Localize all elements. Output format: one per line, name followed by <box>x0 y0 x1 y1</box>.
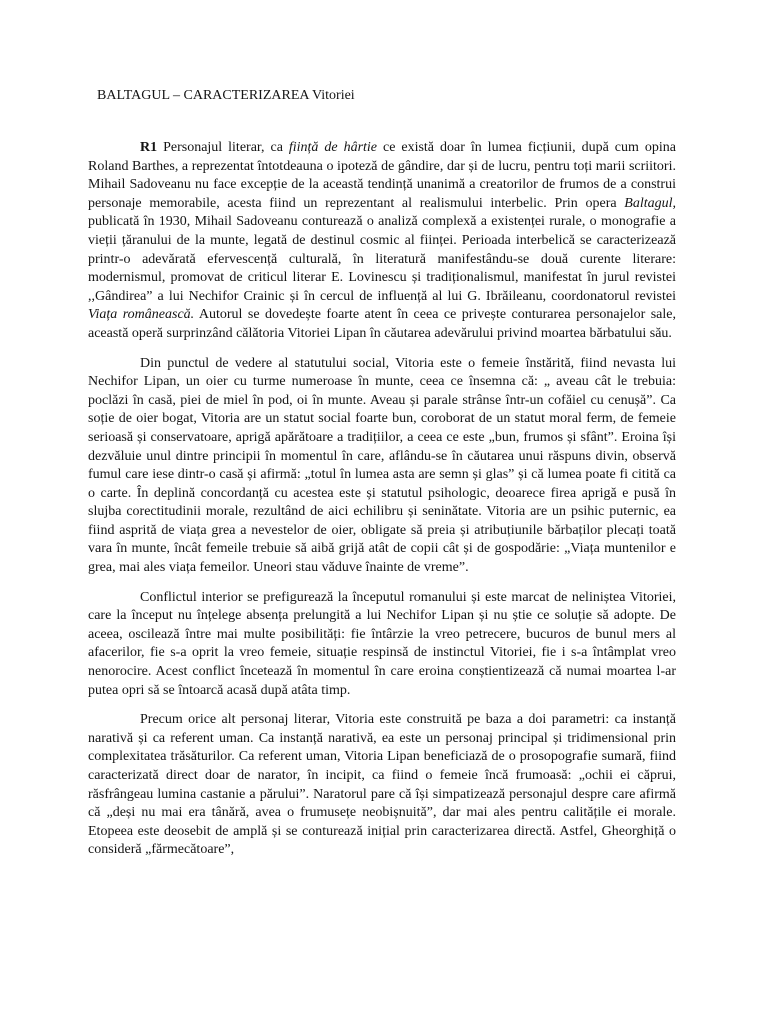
paragraph-text: publicată în 1930, Mihail Sadoveanu conturează o analiză complexă a existenței rurale, o monografie a vieții țăranului de la munte, legată de destinul cosmic al ființei. Perioada interbelică se caracterizează printr-o adevărată efervescență culturală, în literatură manifestându-se două curente literare: modernismul, promovat de criticul literar E. Lovinescu și tradiționalismul, manifestat în jurul revistei ,,Gândirea” a lui Nechifor Crainic și în cercul de influență al lui G. Ibrăileanu, coordonatorul revistei <box>88 214 676 304</box>
italic-phrase: Baltagul, <box>624 195 676 211</box>
italic-phrase: ființă de hârtie <box>288 140 378 155</box>
paragraph-text: Conflictul interior se prefigurează la începutul romanului și este marcat de neliniștea Vitoriei, care la început nu înțelege absența prelungită a lui Nechifor Lipan și nu știe ce soluție să adopte. De aceea, oscilează între mai multe posibilități: fie întârzie la vreo petrecere, bucuros de bunul mers al afacerilor, fie s-a oprit la vreo femeie, situație respinsă de instinctul Vitoriei, fie i s-a întâmplat vreo nenorocire. Acest conflict încetează în momentul în care eroina conștientizează că numai moartea l-ar putea opri să se întoarcă acasă după atâta timp. <box>88 589 676 698</box>
document-title: BALTAGUL – CARACTERIZAREA Vitoriei <box>97 88 355 103</box>
paragraph-text: ce există doar în lumea ficțiunii, după cum opina Roland Barthes, a reprezentat întotdeauna o ipoteză de gândire, dar și de lucru, pentru toți marii scriitori. Mihail Sadoveanu nu face excepție de la această tendință unanimă a creatorilor de frumos de a construi personaje memorabile, acesta fiind un reprezentant al realismului interbelic. Prin opera <box>88 140 676 211</box>
paragraph-text: Autorul se dovedește foarte atent în ceea ce privește conturarea personajelor sale, această operă surprinzând călătoria Vitoriei Lipan în căutarea adevărului privind moartea bărbatului său. <box>88 307 676 341</box>
italic-phrase: Viața românească. <box>88 307 195 323</box>
body-paragraph <box>88 139 676 344</box>
paragraph-text: Din punctul de vedere al statutului social, Vitoria este o femeie înstărită, fiind nevasta lui Nechifor Lipan, un oier cu turme numeroase în munte, ceea ce însemna că: „ aveau cât le trebuia: poclăzi în casă, piei de miel în pod, oi în munte. Aveau și parale strânse într-un cofăiel cu cenușă”. Ca soție de oier bogat, Vitoria are un statut social foarte bun, coroborat de un statut moral ferm, de femeie serioasă și conservatoare, aprigă apărătoare a tradițiilor, a ceea ce este „bun, frumos și sfânt”. Eroina își dezvăluie unul dintre principii în momentul în care, aflându-se în căutarea unui răspuns divin, observă fumul care iese dintr-o casă și afirmă: „totul în lumea asta are semn și glas” și că lumea poate fi citită ca o carte. În deplină concordanță cu acestea este și statutul psihologic, deoarece firea aprigă e pusă în slujba corectitudinii morale, rezultând de aici echilibru și seninătate. Vitoria are un psihic puternic, ea fiind asprită de viața grea a nevestelor de oier, obligate să preia și atribuțiunile bărbaților plecați toată vara în munte, încât femeile trebuie să aibă grijă atât de copii cât și de gospodărie: „Viața muntenilor e grea, mai ales viața femeilor. Uneori stau văduve înainte de vreme”. <box>88 355 676 576</box>
paragraph-text: Personajul literar, ca <box>157 140 289 155</box>
document-page <box>88 86 676 871</box>
body-paragraph <box>88 589 676 701</box>
document-body <box>88 139 676 860</box>
paragraph-text: Precum orice alt personaj literar, Vitoria este construită pe baza a doi parametri: ca instanță narativă și ca referent uman. Ca instanță narativă, ea este un personaj principal și tridimensional prin complexitatea trăsăturilor. Ca referent uman, Vitoria Lipan beneficiază de o prosopografie sumară, fiind caracterizată direct doar de narator, în incipit, ca fiind o femeie încă frumoasă: „ochii ei căprui, răsfrângeau lumina castanie a părului”. Naratorul pare că își simpatizează personajul despre care afirmă că „deși nu mai era tânără, avea o frumusețe neobișnuită”, dar mai ales pentru calitățile ei morale. Etopeea este deosebit de amplă și se conturează inițial prin caracterizarea directă. Astfel, Gheorghiță o consideră „fărmecătoare”, <box>88 712 676 858</box>
body-paragraph <box>88 711 676 860</box>
body-paragraph <box>88 355 676 578</box>
paragraph-label: R1 <box>140 140 158 155</box>
